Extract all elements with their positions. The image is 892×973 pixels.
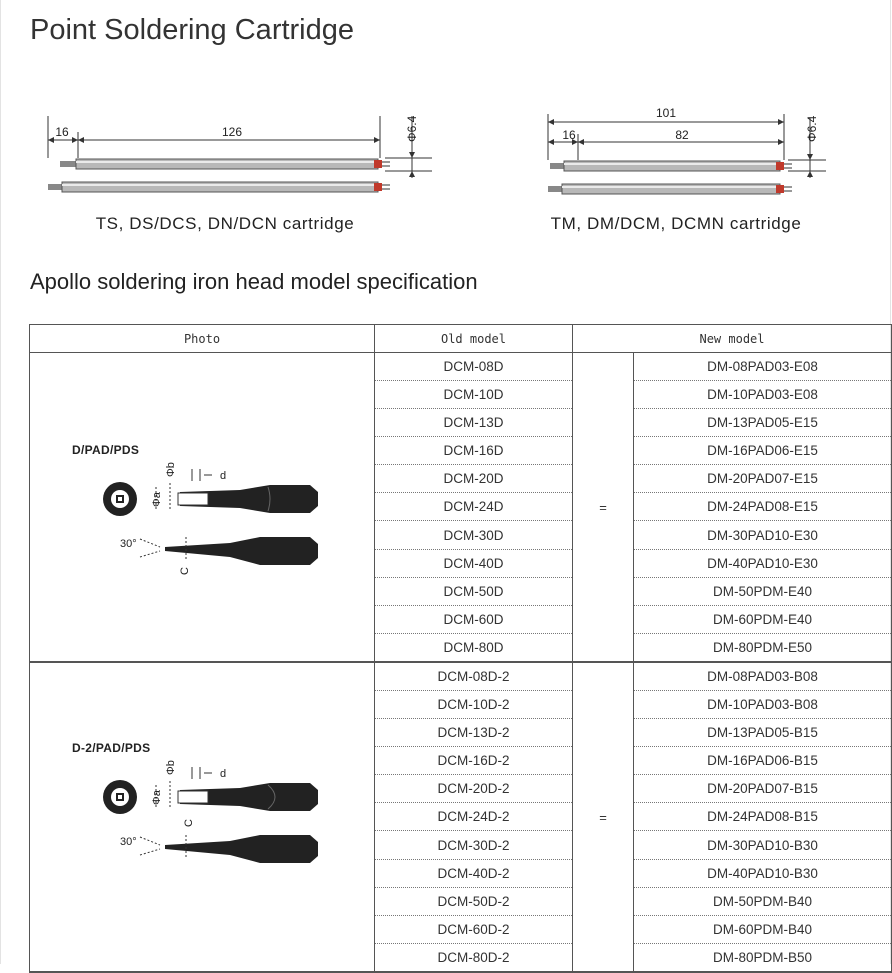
old-model-cell: DCM-80D [375,633,573,662]
old-model-cell: DCM-13D [375,409,573,437]
header-new-model: New model [573,325,892,353]
cartridge-caption-left: TS, DS/DCS, DN/DCN cartridge [95,214,355,233]
new-model-cell: DM-08PAD03-B08 [634,662,892,691]
new-model-cell: DM-80PDM-E50 [634,633,892,662]
new-model-cell: DM-60PDM-E40 [634,605,892,633]
old-model-cell: DCM-24D [375,493,573,521]
old-model-cell: DCM-20D-2 [375,775,573,803]
tip-label-c: C [183,819,195,827]
tip-label-angle: 30° [120,836,137,848]
old-model-cell: DCM-16D-2 [375,747,573,775]
tip-label-d: d [220,470,227,482]
old-model-cell: DCM-08D-2 [375,662,573,691]
old-model-cell: DCM-60D-2 [375,915,573,943]
page-title: Point Soldering Cartridge [30,14,355,46]
new-model-cell: DM-40PAD10-B30 [634,859,892,887]
new-model-cell: DM-13PAD05-B15 [634,719,892,747]
tip-drawing [60,757,330,887]
cartridge-rod-top [60,159,390,169]
table-row [30,662,892,691]
equals-cell: = [573,353,634,663]
new-model-cell: DM-13PAD05-E15 [634,409,892,437]
old-model-cell: DCM-40D [375,549,573,577]
cartridge-rod-bottom-right [548,184,792,194]
new-model-cell: DM-30PAD10-B30 [634,831,892,859]
new-model-cell: DM-24PAD08-E15 [634,493,892,521]
tip-photo [60,757,330,890]
section-subtitle: Apollo soldering iron head model specification [30,269,478,294]
tip-type-label: D/PAD/PDS [72,443,140,457]
cartridge-rod-top-right [550,161,792,171]
tip-label-phi-b: Φb [165,462,177,477]
dim-101: 101 [655,106,677,120]
tip-label-phi-a: Φa [151,790,163,805]
equals-cell: = [573,662,634,972]
new-model-cell: DM-30PAD10-E30 [634,521,892,549]
dim-diameter-right: Φ6.4 [805,115,819,142]
cartridge-rod-bottom [48,182,390,192]
old-model-cell: DCM-10D [375,381,573,409]
new-model-cell: DM-10PAD03-E08 [634,381,892,409]
new-model-cell: DM-16PAD06-E15 [634,437,892,465]
photo-cell [30,353,375,663]
old-model-cell: DCM-50D [375,577,573,605]
old-model-cell: DCM-10D-2 [375,691,573,719]
tip-label-phi-a: Φa [151,492,163,507]
dim-diameter: Φ6.4 [405,115,419,142]
new-model-cell: DM-50PDM-B40 [634,887,892,915]
old-model-cell: DCM-08D [375,353,573,381]
new-model-cell: DM-10PAD03-B08 [634,691,892,719]
new-model-cell: DM-60PDM-B40 [634,915,892,943]
old-model-cell: DCM-40D-2 [375,859,573,887]
tip-label-c: C [179,567,191,575]
dim-16-right: 16 [562,128,576,142]
cartridge-diagram-right [530,104,830,238]
new-model-cell: DM-50PDM-E40 [634,577,892,605]
photo-cell [30,662,375,972]
new-model-cell: DM-80PDM-B50 [634,943,892,972]
tip-label-phi-b: Φb [165,760,177,775]
new-model-cell: DM-20PAD07-B15 [634,775,892,803]
dim-126: 126 [221,125,243,139]
old-model-cell: DCM-30D-2 [375,831,573,859]
old-model-cell: DCM-30D [375,521,573,549]
tip-photo [60,459,330,592]
new-model-cell: DM-08PAD03-E08 [634,353,892,381]
new-model-cell: DM-16PAD06-B15 [634,747,892,775]
table-row [30,353,892,381]
cartridge-caption-right: TM, DM/DCM, DCMN cartridge [550,214,802,233]
dim-16: 16 [55,125,69,139]
tip-label-d: d [220,768,227,780]
old-model-cell: DCM-20D [375,465,573,493]
new-model-cell: DM-40PAD10-E30 [634,549,892,577]
old-model-cell: DCM-50D-2 [375,887,573,915]
tip-type-label: D-2/PAD/PDS [72,741,151,755]
header-photo: Photo [30,325,375,353]
tip-drawing [60,459,330,589]
new-model-cell: DM-24PAD08-B15 [634,803,892,831]
old-model-cell: DCM-24D-2 [375,803,573,831]
tip-label-angle: 30° [120,538,137,550]
old-model-cell: DCM-80D-2 [375,943,573,972]
new-model-cell: DM-20PAD07-E15 [634,465,892,493]
model-spec-table [29,324,892,973]
dim-82: 82 [675,128,689,142]
table-header-row [30,325,892,353]
old-model-cell: DCM-60D [375,605,573,633]
cartridge-diagram-left [40,108,440,238]
old-model-cell: DCM-13D-2 [375,719,573,747]
header-old-model: Old model [375,325,573,353]
old-model-cell: DCM-16D [375,437,573,465]
